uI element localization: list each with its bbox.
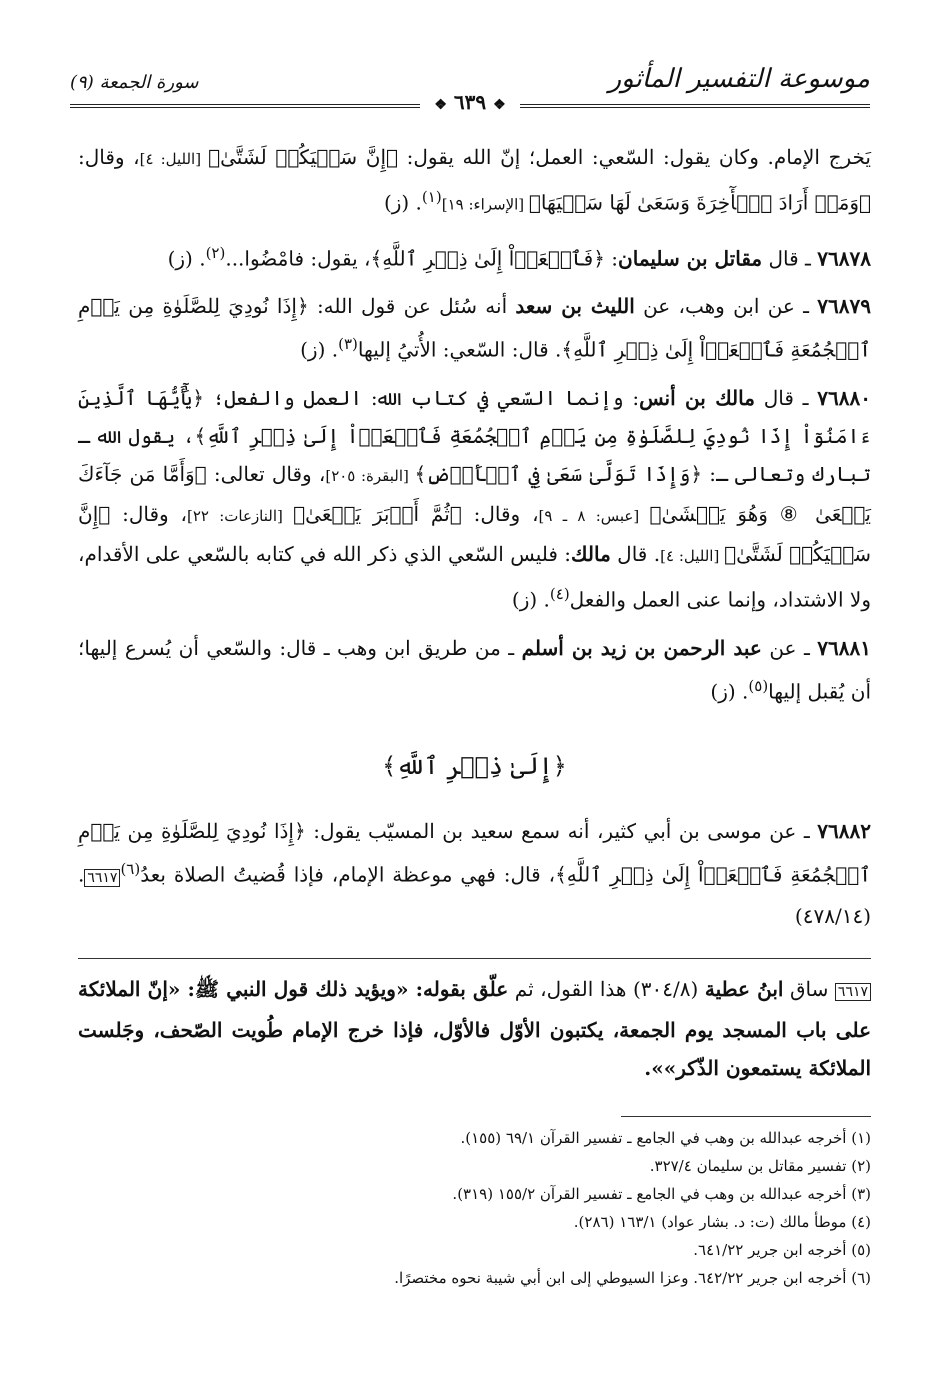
page-number-group <box>400 90 540 114</box>
text: أنه سُئل عن قول الله: <box>308 294 516 319</box>
quran-verse: ﴿إِنَّ سَعۡيَكُمۡ لَشَتَّىٰ﴾ <box>208 145 399 169</box>
verse-reference: [الإسراء: ١٩] <box>441 195 529 214</box>
text: ، يقول الله ـ تبارك وتعالى ـ: <box>78 423 872 486</box>
footnote-marker[interactable]: (٤) <box>549 584 570 603</box>
footnote: (٤) موطأ مالك (ت: د. بشار عواد) ١٦٣/١ (٢٨٦). <box>573 1213 871 1231</box>
verse-reference: [عبس: ٨ ـ ٩] <box>538 506 650 525</box>
text: . (ز) <box>710 679 749 704</box>
quran-verse: ﴿إِذَا نُودِيَ لِلصَّلَوٰةِ مِن يَوۡمِ ٱلۡجُمُعَةِ فَٱسۡعَوۡاْ إِلَىٰ ذِكۡرِ ٱللَّهِ﴾ <box>78 819 871 887</box>
quran-verse: ﴿إِنَّ سَعۡيَكُمۡ لَشَتَّىٰ﴾ <box>78 501 871 566</box>
quran-verse: ﴿وَإِذَا تَوَلَّىٰ سَعَىٰ فِي ٱلۡأَرۡضِ﴾ <box>414 461 703 486</box>
text: . قال <box>610 541 661 566</box>
footnote-marker[interactable]: (١) <box>421 188 442 206</box>
quran-verse: ﴿وَأَمَّا مَن جَآءَكَ يَسۡعَىٰ ⑧ وَهُوَ يَخۡشَىٰ﴾ <box>78 461 871 526</box>
text: . (٤٧٨/١٤) <box>78 862 871 928</box>
paragraph-continuation <box>78 138 871 224</box>
text: : وإنما السّعي في كتاب الله: العمل والفعل؛ <box>203 385 640 410</box>
ornament-icon: ❖ <box>493 97 506 113</box>
footnotes <box>71 1124 871 1292</box>
text: ـ عن ابن وهب، عن <box>634 294 818 319</box>
narration-number: ٧٦٨٨٠ <box>817 385 872 410</box>
second-section <box>78 812 871 935</box>
narrator-name: الليث بن سعد <box>515 294 635 319</box>
quran-verse: ﴿فَٱسۡعَوۡاْ إِلَىٰ ذِكۡرِ ٱللَّهِ﴾ <box>370 246 605 271</box>
narrator-name: مالك <box>571 541 611 566</box>
narrator-name: عبد الرحمن بن زيد بن أسلم <box>521 635 762 660</box>
verse-reference: [الليل: ٤] <box>139 150 209 168</box>
commentary-divider <box>78 958 871 959</box>
text: . (ز) <box>511 587 550 612</box>
commentary-block <box>78 970 871 1087</box>
narration-76882 <box>78 812 871 935</box>
footnote-divider <box>621 1116 871 1117</box>
text: . (ز) <box>383 190 422 215</box>
text: . قال: السّعي: الأُتيُ إليها <box>357 337 562 362</box>
main-text <box>78 138 871 720</box>
text: ـ قال <box>762 246 818 271</box>
page-number: ٦٣٩ <box>453 90 487 114</box>
text: يَخرج الإمام. وكان يقول: السّعي: العمل؛ إنّ الله يقول: <box>398 145 871 169</box>
footnote: (١) أخرجه عبدالله بن وهب في الجامع ـ تفسير القرآن ٦٩/١ (١٥٥). <box>460 1129 871 1147</box>
footnote: (٦) أخرجه ابن جرير ٦٤٢/٢٢. وعزا السيوطي إلى ابن أبي شيبة نحوه مختصرًا. <box>394 1269 871 1287</box>
text: ـ من طريق ابن وهب ـ قال: والسّعي أن يُسرع إليها؛ أن يُقبل إليها <box>78 635 871 704</box>
narration-number: ٧٦٨٨٢ <box>817 819 872 843</box>
text: ـ قال <box>754 385 818 410</box>
text: ، وقال: <box>110 501 187 526</box>
section-heading: ﴿إِلَىٰ ذِكۡرِ ٱللَّهِ﴾ <box>382 752 567 780</box>
text: علّق <box>472 977 509 1001</box>
narration-76879 <box>78 287 871 369</box>
text: ، وقال: <box>461 501 539 526</box>
quran-verse: ﴿يَٰٓأَيُّهَا ٱلَّذِينَ ءَامَنُوٓاْ إِذَا نُودِيَ لِلصَّلَوٰةِ مِن يَوۡمِ ٱلۡجُمُعَةِ فَٱسۡعَوۡاْ إِلَىٰ ذِكۡرِ ٱللَّهِ﴾ <box>78 385 872 448</box>
narration-76881 <box>78 629 871 711</box>
text: (٣٠٤/٨) هذا القول، ثم <box>508 977 705 1001</box>
quran-verse: ﴿ثُمَّ أَدۡبَرَ يَسۡعَىٰ﴾ <box>293 501 462 526</box>
header-rule-right <box>520 104 870 108</box>
narration-76878 <box>78 234 871 278</box>
narrator-name: مقاتل بن سليمان <box>618 246 763 271</box>
text: : فليس السّعي الذي ذكر الله في كتابه بالسّعي على الأقدام، ولا الاشتداد، وإنما عنى العمل والفعل <box>78 541 871 612</box>
quran-verse: ﴿إِذَا نُودِيَ لِلصَّلَوٰةِ مِن يَوۡمِ ٱلۡجُمُعَةِ فَٱسۡعَوۡاْ إِلَىٰ ذِكۡرِ ٱللَّهِ﴾ <box>78 294 871 362</box>
text: ساق <box>783 977 835 1001</box>
commentator-name: ابنُ عطية <box>704 977 784 1001</box>
narration-76880 <box>78 379 871 619</box>
footnote-marker[interactable]: (٣) <box>338 335 358 354</box>
text: ـ عن <box>761 635 818 660</box>
narrator-name: مالك بن أنس <box>639 385 755 410</box>
ornament-icon: ❖ <box>434 97 447 113</box>
text: ، وقال: <box>78 145 140 169</box>
text: . (ز) <box>167 246 206 271</box>
header-rule-left <box>70 104 420 108</box>
narration-number: ٧٦٨٧٨ <box>817 246 871 271</box>
book-title: موسوعة التفسير المأثور <box>608 64 870 94</box>
page-header <box>70 60 870 116</box>
text: ، وقال تعالى: <box>206 461 326 486</box>
text: ـ عن موسى بن أبي كثير، أنه سمع سعيد بن المسيّب يقول: <box>305 819 818 843</box>
hadith-quote: بقوله: «ويؤيد ذلك قول النبي ﷺ: «إنّ الملائكة على باب المسجد يوم الجمعة، يكتبون الأوّل فالأوّل، فإذا خرج الإمام طُويت الصّحف، وجَلست الملائكة يستمعون الذّكر»». <box>78 977 871 1080</box>
footnote-marker[interactable]: (٢) <box>205 243 226 262</box>
narration-number: ٧٦٨٧٩ <box>817 294 871 319</box>
verse-reference: [الليل: ٤] <box>660 546 725 565</box>
surah-label: سورة الجمعة (٩) <box>70 72 199 93</box>
quran-verse: ﴿وَمَنۡ أَرَادَ ٱلۡأٓخِرَةَ وَسَعَىٰ لَهَا سَعۡيَهَا﴾ <box>528 190 871 215</box>
commentary-ref-box[interactable]: ٦٦١٧ <box>835 983 871 1001</box>
text: . (ز) <box>300 337 339 362</box>
text: ، قال: فهي موعظة الإمام، فإذا قُضيتُ الصلاة بعدُ <box>140 862 556 887</box>
footnote: (٣) أخرجه عبدالله بن وهب في الجامع ـ تفسير القرآن ١٥٥/٢ (٣١٩). <box>452 1185 871 1203</box>
footnote-marker[interactable]: (٦) <box>120 860 141 878</box>
narration-number: ٧٦٨٨١ <box>817 635 872 660</box>
footnote: (٢) تفسير مقاتل بن سليمان ٣٢٧/٤. <box>649 1157 871 1175</box>
footnote-marker[interactable]: (٥) <box>748 676 769 695</box>
commentary-ref-box[interactable]: ٦٦١٧ <box>84 869 120 887</box>
verse-reference: [البقرة: ٢٠٥] <box>325 466 415 485</box>
text: ، يقول: فامْضُوا... <box>225 246 371 271</box>
text: : <box>604 246 619 271</box>
footnote: (٥) أخرجه ابن جرير ٦٤١/٢٢. <box>693 1241 871 1259</box>
verse-reference: [النازعات: ٢٢] <box>187 506 294 525</box>
